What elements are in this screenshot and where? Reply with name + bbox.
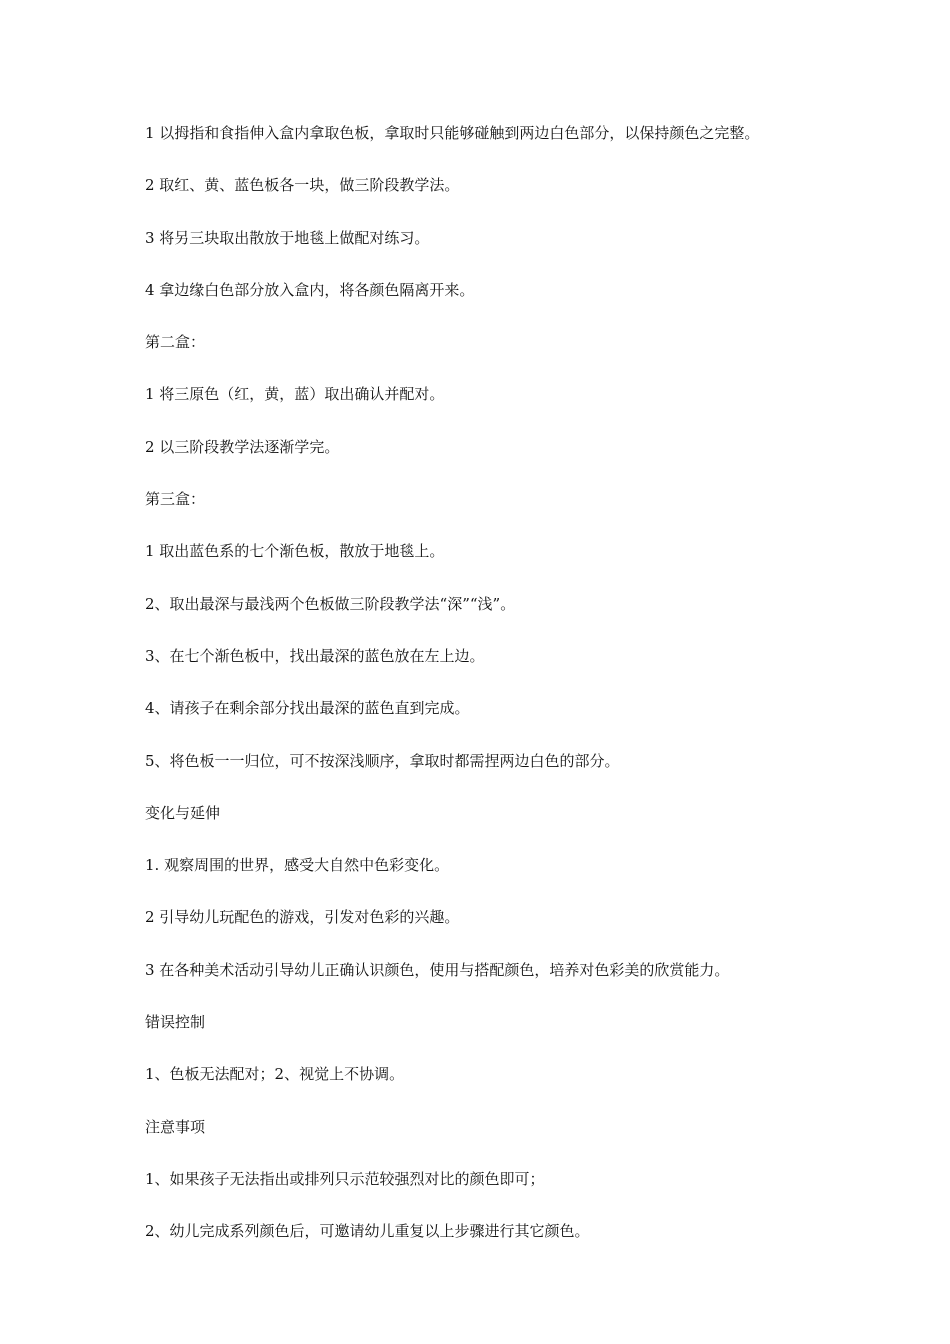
step-line: 3 将另三块取出散放于地毯上做配对练习。 <box>145 228 430 247</box>
step-line: 2、幼儿完成系列颜色后，可邀请幼儿重复以上步骤进行其它颜色。 <box>145 1222 590 1241</box>
document-body <box>145 122 865 1273</box>
step-line: 2、取出最深与最浅两个色板做三阶段教学法“深”“浅”。 <box>145 594 516 613</box>
step-line: 1 以拇指和食指伸入盒内拿取色板，拿取时只能够碰触到两边白色部分，以保持颜色之完整。 <box>145 124 760 142</box>
step-line: 2 以三阶段教学法逐渐学完。 <box>145 437 340 456</box>
step-line: 1、如果孩子无法指出或排列只示范较强烈对比的颜色即可； <box>145 1169 545 1188</box>
step-line: 2 引导幼儿玩配色的游戏，引发对色彩的兴趣。 <box>145 908 460 927</box>
step-line: 1 将三原色（红，黄，蓝）取出确认并配对。 <box>145 385 445 404</box>
section-heading-variation: 变化与延伸 <box>145 803 221 822</box>
step-line: 2 取红、黄、蓝色板各一块，做三阶段教学法。 <box>145 176 460 195</box>
step-line: 4、请孩子在剩余部分找出最深的蓝色直到完成。 <box>145 699 470 718</box>
step-line: 1、色板无法配对；2、视觉上不协调。 <box>145 1065 405 1084</box>
step-line: 5、将色板一一归位，可不按深浅顺序，拿取时都需捏两边白色的部分。 <box>145 751 620 770</box>
step-line: 1 取出蓝色系的七个渐色板，散放于地毯上。 <box>145 542 445 561</box>
section-heading-box-two: 第二盒： <box>145 333 206 352</box>
section-heading-notes: 注意事项 <box>145 1117 206 1136</box>
section-heading-error-control: 错误控制 <box>145 1013 206 1032</box>
section-heading-box-three: 第三盒： <box>145 490 206 509</box>
step-line: 3、在七个渐色板中，找出最深的蓝色放在左上边。 <box>145 646 485 665</box>
step-line: 4 拿边缘白色部分放入盒内，将各颜色隔离开来。 <box>145 280 475 299</box>
step-line: 3 在各种美术活动引导幼儿正确认识颜色，使用与搭配颜色，培养对色彩美的欣赏能力。 <box>145 960 730 979</box>
step-line: 1. 观察周围的世界，感受大自然中色彩变化。 <box>145 856 450 875</box>
